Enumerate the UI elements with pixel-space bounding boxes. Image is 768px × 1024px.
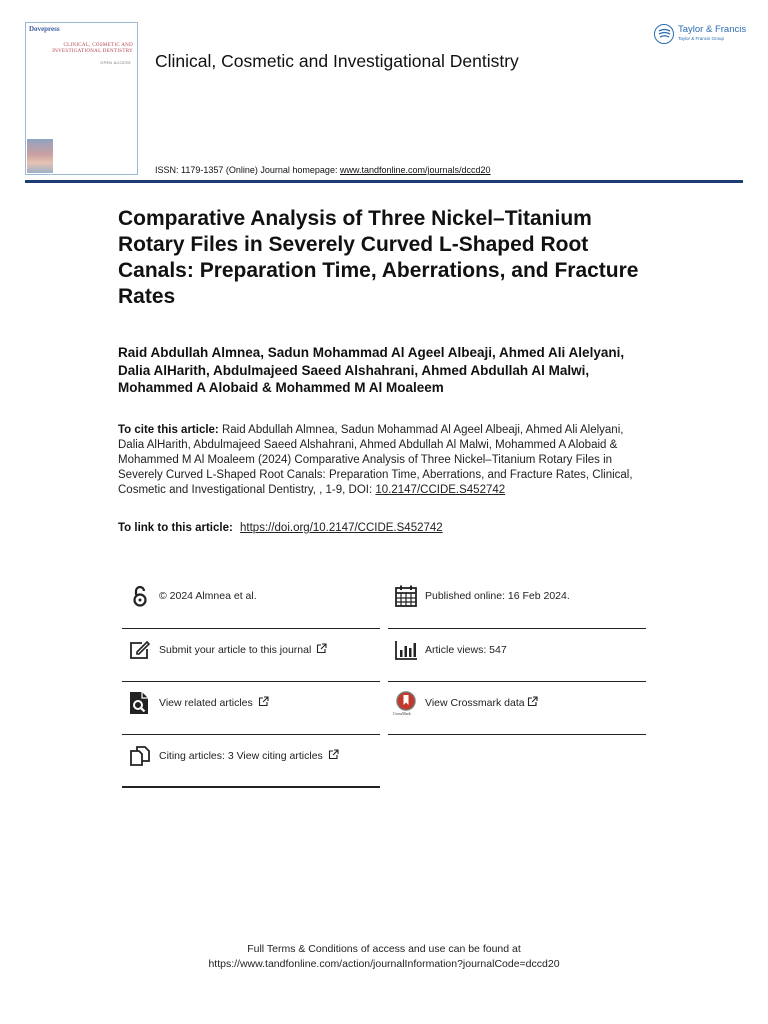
citation-text: Raid Abdullah Almnea, Sadun Mohammad Al Ageel Albeaji, Ahmed Ali Alelyani, Dalia AlHarith, Abdulmajeed Saeed Alshahrani, Ahmed Abdullah Al Malwi, Mohammed A Alobaid & Mohammed M Al Moaleem (2024) Comparative Analysis of Three Nickel–Titanium Rotary Files in Severely Curved L-Shaped Root Canals: Preparation Time, Aberrations, and Fracture Rates, Clinical, Cosmetic and Investigational Dentistry, , 1-9, DOI: [118, 424, 633, 496]
citation-doi-link[interactable]: 10.2147/CCIDE.S452742 [375, 484, 506, 496]
cover-access: OPEN ACCESS [100, 61, 131, 65]
journal-homepage-link[interactable]: www.tandfonline.com/journals/dccd20 [339, 165, 491, 175]
external-link-icon [527, 696, 538, 710]
license-text: © 2024 Almnea et al. [159, 590, 257, 602]
issn-label: ISSN: 1179-1357 (Online) Journal homepage: [155, 165, 340, 175]
submit-article-label: Submit your article to this journal [159, 644, 312, 656]
header-rule [25, 180, 743, 183]
crossmark-badge-text: CrossMark [393, 711, 411, 716]
citing-articles-link[interactable] [159, 749, 339, 763]
related-articles-link[interactable] [159, 696, 269, 710]
cover-image [27, 139, 53, 173]
document-search-icon [128, 691, 152, 715]
crossmark-label: View Crossmark data [425, 697, 525, 709]
divider [388, 734, 646, 735]
article-link-label: To link to this article: [118, 522, 233, 534]
calendar-icon [394, 584, 418, 608]
views-cell [388, 624, 646, 676]
citing-articles-label: Citing articles: 3 View citing articles [159, 750, 323, 762]
journal-cover [25, 22, 138, 175]
issn-line [155, 165, 491, 175]
cover-title-line2: INVESTIGATIONAL DENTISTRY [52, 49, 133, 54]
cover-title [46, 43, 133, 55]
footer [0, 942, 768, 972]
copy-documents-icon [128, 744, 152, 768]
submit-article-cell[interactable] [122, 624, 380, 676]
crossmark-link[interactable] [425, 696, 538, 710]
crossmark-icon [394, 691, 418, 715]
related-articles-cell[interactable] [122, 677, 380, 729]
views-text: Article views: 547 [425, 644, 507, 656]
article-link-line [118, 522, 443, 534]
citation-block [118, 423, 638, 498]
related-articles-label: View related articles [159, 697, 253, 709]
edit-icon [128, 638, 152, 662]
publisher-sub: Taylor & Francis Group [678, 36, 725, 41]
published-cell [388, 570, 646, 622]
external-link-icon [328, 749, 339, 763]
citation-label: To cite this article: [118, 424, 219, 436]
citing-articles-cell[interactable] [122, 730, 380, 782]
article-title: Comparative Analysis of Three Nickel–Titanium Rotary Files in Severely Curved L-Shaped Root Canals: Preparation Time, Aberrations, and Fracture Rates [118, 207, 639, 308]
journal-title: Clinical, Cosmetic and Investigational Dentistry [155, 51, 519, 71]
submit-article-link[interactable] [159, 643, 327, 657]
publisher-name: Taylor & Francis [678, 24, 747, 35]
open-access-icon [128, 584, 152, 608]
divider [122, 786, 380, 788]
footer-line1: Full Terms & Conditions of access and use can be found at [247, 943, 521, 955]
publisher-logo[interactable] [654, 22, 746, 46]
footer-terms-link[interactable]: https://www.tandfonline.com/action/journalInformation?journalCode=dccd20 [208, 958, 560, 970]
article-doi-link[interactable]: https://doi.org/10.2147/CCIDE.S452742 [240, 522, 443, 534]
publisher-logo-icon [654, 24, 674, 44]
license-cell [122, 570, 380, 622]
cover-brand: Dovepress [29, 25, 60, 33]
bar-chart-icon [394, 638, 418, 662]
published-text: Published online: 16 Feb 2024. [425, 590, 570, 602]
external-link-icon [316, 643, 327, 657]
crossmark-cell[interactable] [388, 677, 646, 729]
article-authors: Raid Abdullah Almnea, Sadun Mohammad Al Ageel Albeaji, Ahmed Ali Alelyani, Dalia AlHarith, Abdulmajeed Saeed Alshahrani, Ahmed Abdullah Al Malwi, Mohammed A Alobaid & Mohammed M Al Moaleem [118, 345, 625, 395]
cover-title-line1: CLINICAL, COSMETIC AND [63, 43, 133, 48]
external-link-icon [258, 696, 269, 710]
